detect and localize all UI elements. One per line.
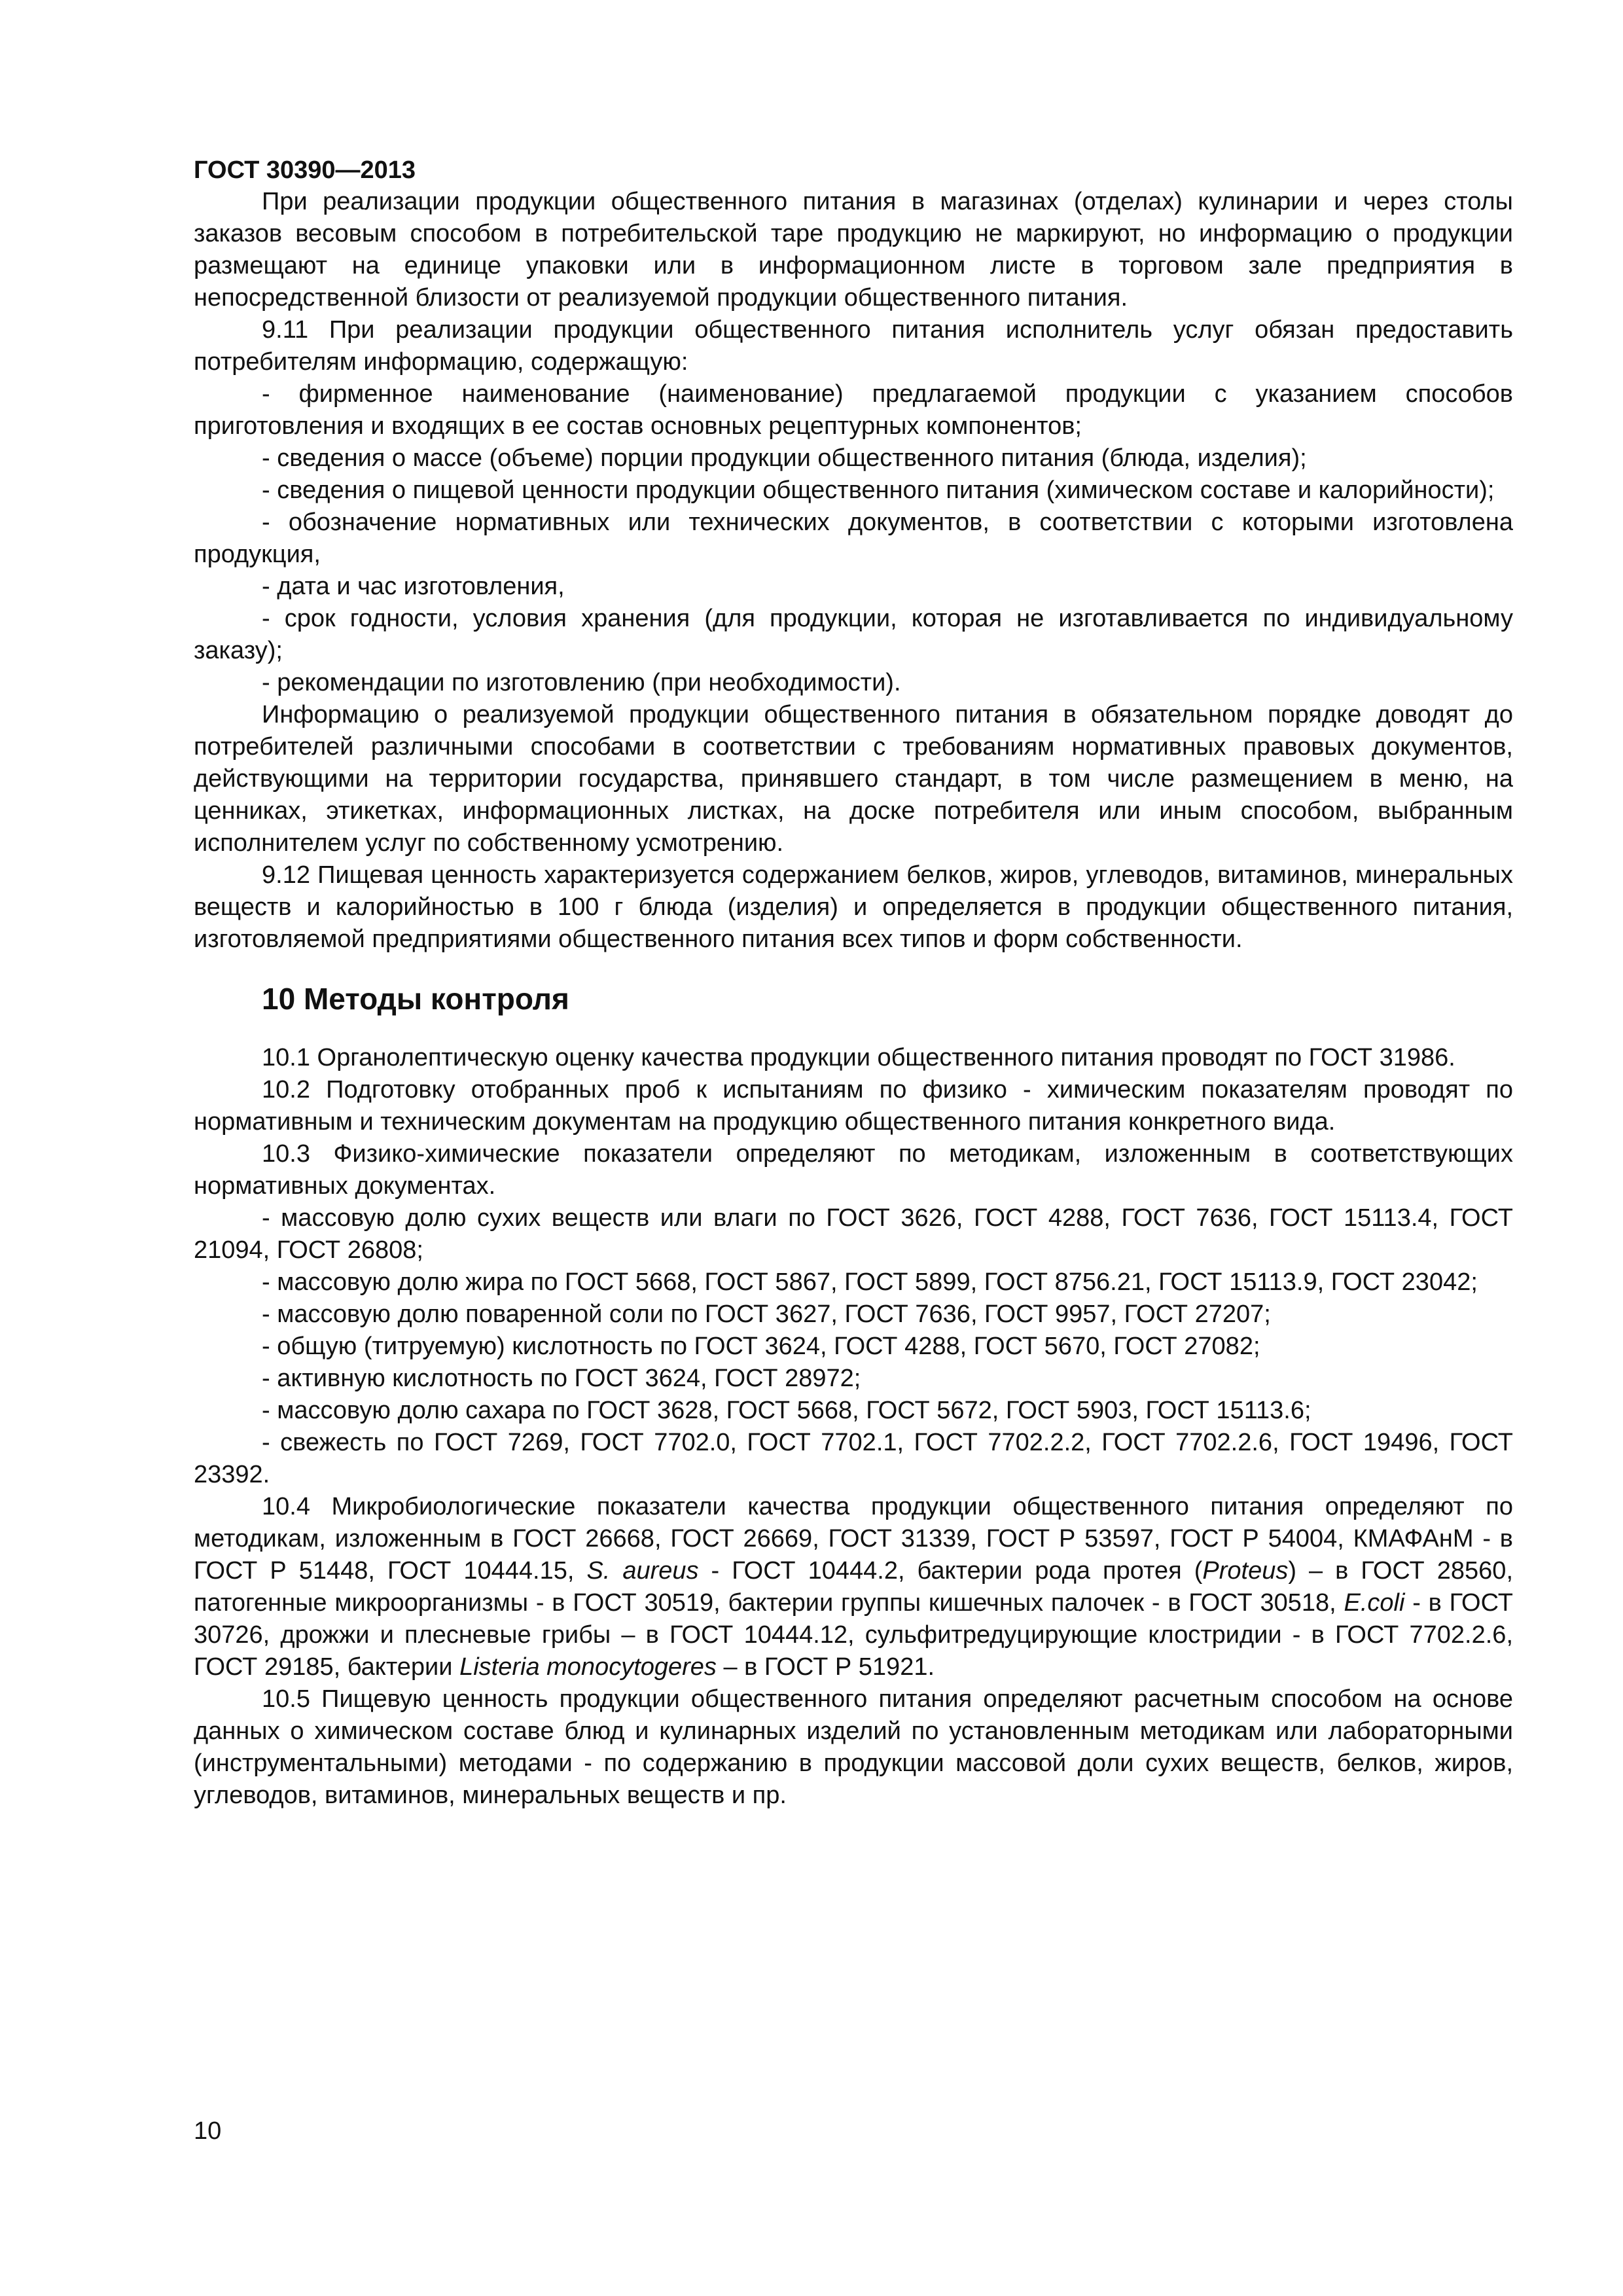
- text-run: - ГОСТ 10444.2, бактерии рода протея (: [698, 1557, 1203, 1585]
- text-run: 10.4 Микробиологические показатели качества продукции общественного питания определяют по методикам, изложенным в ГОСТ 26668, ГОСТ 26669, ГОСТ 31339, ГОСТ Р 53597, ГОСТ Р 54004, КМАФАнМ - в ГОСТ Р 51448, ГОСТ 10444.15,: [194, 1493, 1513, 1585]
- list-item: - дата и час изготовления,: [262, 573, 565, 600]
- clause-9-11: 9.11 При реализации продукции общественного питания исполнитель услуг обязан предоставить потребителям информацию, содержащую:: [194, 316, 1513, 376]
- list-item: - общую (титруемую) кислотность по ГОСТ 3624, ГОСТ 4288, ГОСТ 5670, ГОСТ 27082;: [262, 1333, 1260, 1360]
- list-item: - массовую долю сухих веществ или влаги по ГОСТ 3626, ГОСТ 4288, ГОСТ 7636, ГОСТ 15113.4, ГОСТ 21094, ГОСТ 26808;: [194, 1204, 1513, 1264]
- clause-9-12: 9.12 Пищевая ценность характеризуется содержанием белков, жиров, углеводов, витаминов, минеральных веществ и калорийностью в 100 г блюда (изделия) и определяется в продукции общественного питания, изготовляемой предприятиями общественного питания всех типов и форм собственности.: [194, 861, 1513, 953]
- italic-term: E.coli: [1344, 1589, 1405, 1617]
- italic-term: S. aureus: [586, 1557, 699, 1585]
- list-item: - массовую долю сахара по ГОСТ 3628, ГОСТ 5668, ГОСТ 5672, ГОСТ 5903, ГОСТ 15113.6;: [262, 1397, 1311, 1424]
- text-run: - в ГОСТ 30726, дрожжи и плесневые грибы – в ГОСТ 10444.12, сульфитредуцирующие клостридии - в ГОСТ 7702.2.6, ГОСТ 29185, бактерии: [194, 1589, 1513, 1681]
- section-title: 10 Методы контроля: [262, 982, 569, 1016]
- list-item: - массовую долю жира по ГОСТ 5668, ГОСТ 5867, ГОСТ 5899, ГОСТ 8756.21, ГОСТ 15113.9, ГОСТ 23042;: [262, 1268, 1478, 1296]
- list-item: - обозначение нормативных или технических документов, в соответствии с которыми изготовлена продукция,: [194, 509, 1513, 568]
- list-item: - рекомендации по изготовлению (при необходимости).: [262, 669, 901, 696]
- list-item: - свежесть по ГОСТ 7269, ГОСТ 7702.0, ГОСТ 7702.1, ГОСТ 7702.2.2, ГОСТ 7702.2.6, ГОСТ 19496, ГОСТ 23392.: [194, 1429, 1513, 1488]
- paragraph: При реализации продукции общественного питания в магазинах (отделах) кулинарии и через столы заказов весовым способом в потребительской таре продукцию не маркируют, но информацию о продукции размещают на единице упаковки или в информационном листе в торговом зале предприятия в непосредственной близости от реализуемой продукции общественного питания.: [194, 188, 1513, 312]
- italic-term: Proteus: [1202, 1557, 1289, 1585]
- clause-10-3: 10.3 Физико-химические показатели определяют по методикам, изложенным в соответствующих нормативных документах.: [194, 1140, 1513, 1200]
- paragraph: Информацию о реализуемой продукции общественного питания в обязательном порядке доводят до потребителей различными способами в соответствии с требованиям нормативных правовых документов, действующими на территории государства, принявшего стандарт, в том числе размещением в меню, на ценниках, этикетках, информационных листках, на доске потребителя или иным способом, выбранным исполнителем услуг по собственному усмотрению.: [194, 701, 1513, 857]
- list-item: - сведения о пищевой ценности продукции общественного питания (химическом составе и калорийности);: [262, 476, 1495, 504]
- document-body: [194, 186, 1513, 1812]
- spacer: [194, 956, 1513, 980]
- clause-10-2: 10.2 Подготовку отобранных проб к испытаниям по физико - химическим показателям проводят по нормативным и техническим документам на продукцию общественного питания конкретного вида.: [194, 1076, 1513, 1136]
- document-header-id: ГОСТ 30390—2013: [194, 156, 416, 184]
- clause-10-1: 10.1 Органолептическую оценку качества продукции общественного питания проводят по ГОСТ 31986.: [262, 1044, 1455, 1071]
- text-run: ) – в ГОСТ 28560, патогенные микроорганизмы - в ГОСТ 30519, бактерии группы кишечных палочек - в ГОСТ 30518,: [194, 1557, 1514, 1617]
- clause-10-5: 10.5 Пищевую ценность продукции общественного питания определяют расчетным способом на основе данных о химическом составе блюд и кулинарных изделий по установленным методикам или лабораторными (инструментальными) методами - по содержанию в продукции массовой доли сухих веществ, белков, жиров, углеводов, витаминов, минеральных веществ и пр.: [194, 1685, 1513, 1809]
- list-item: - массовую долю поваренной соли по ГОСТ 3627, ГОСТ 7636, ГОСТ 9957, ГОСТ 27207;: [262, 1300, 1271, 1328]
- list-item: - сведения о массе (объеме) порции продукции общественного питания (блюда, изделия);: [262, 444, 1307, 472]
- page-number: 10: [194, 2117, 222, 2145]
- spacer: [194, 1017, 1513, 1042]
- clause-10-4: [194, 1491, 1513, 1683]
- list-item: - срок годности, условия хранения (для продукции, которая не изготавливается по индивидуальному заказу);: [194, 605, 1513, 664]
- list-item: - фирменное наименование (наименование) предлагаемой продукции с указанием способов приготовления и входящих в ее состав основных рецептурных компонентов;: [194, 380, 1513, 440]
- italic-term: Listeria monocytogeres: [459, 1653, 717, 1681]
- list-item: - активную кислотность по ГОСТ 3624, ГОСТ 28972;: [262, 1365, 861, 1392]
- text-run: – в ГОСТ Р 51921.: [716, 1653, 935, 1681]
